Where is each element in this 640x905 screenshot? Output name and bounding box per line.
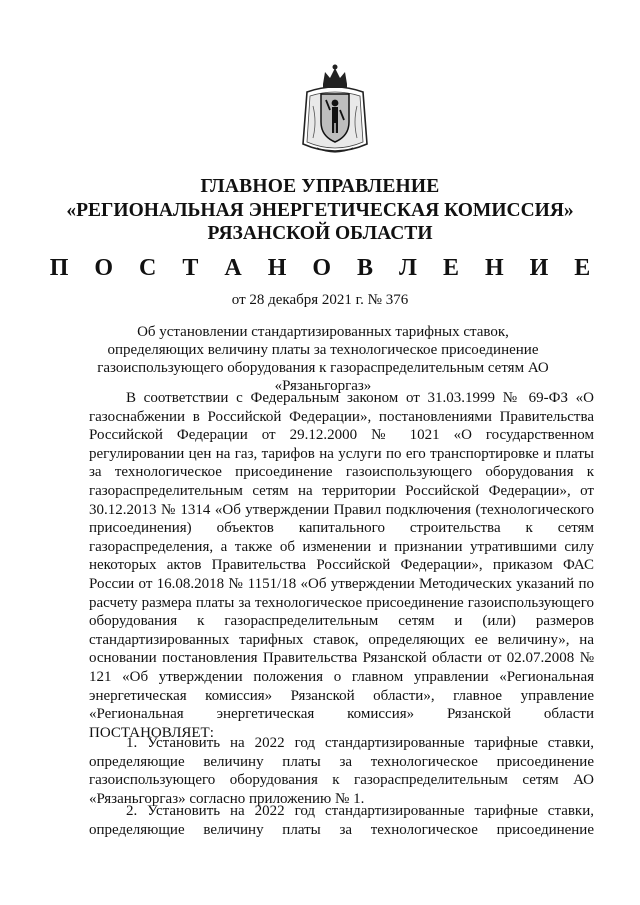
header-line-2: «РЕГИОНАЛЬНАЯ ЭНЕРГЕТИЧЕСКАЯ КОМИССИЯ» — [66, 200, 574, 221]
document-date-number: от 28 декабря 2021 г. № 376 — [231, 292, 409, 308]
header-line-3: РЯЗАНСКОЙ ОБЛАСТИ — [207, 223, 433, 244]
preamble-paragraph: В соответствии с Федеральным законом от 31.03.1999 № 69-ФЗ «О газоснабжении в Российской Федерации», постановлениями Правительства Российской Федерации от 29.12.2000 № 1021 «О государственном регулировании цен на газ, тарифов на услуги по его транспортировке и платы за технологическое присоединение газоиспользующего оборудования к газораспределительным сетям на территории Российской Федерации», от 30.12.2013 № 1314 «Об утверждении Правил подключения (технологического присоединения) объектов капитального строительства к сетям газораспределения, а также об изменении и признании утратившими силу некоторых актов Правительства Российской Федерации», приказом ФАС России от 16.08.2018 № 1151/18 «Об утверждении Методических указаний по расчету размера платы за технологическое присоединение газоиспользующего оборудования к газораспределительным сетям и (или) размеров стандартизированных тарифных ставок, определяющих ее величину», на основании постановления Правительства Рязанской области от 02.07.2008 № 121 «Об утверждении положения о главном управлении «Региональная энергетическая комиссия» Рязанской области», главное управление «Региональная энергетическая комиссия» Рязанской области ПОСТАНОВЛЯЕТ: — [89, 390, 594, 741]
item-2-paragraph: 2. Установить на 2022 год стандартизированные тарифные ставки, определяющие величину платы за технологическое присоединение — [89, 803, 594, 838]
document-type-title: П О С Т А Н О В Л Е Н И Е — [49, 255, 601, 281]
header-line-1: ГЛАВНОЕ УПРАВЛЕНИЕ — [200, 176, 440, 197]
document-subject: Об установлении стандартизированных тарифных ставок, определяющих величину платы за технологическое присоединение газоиспользующего оборудования к газораспределительным сетям АО «Рязаньгоргаз» — [97, 324, 549, 394]
item-1-paragraph: 1. Установить на 2022 год стандартизированные тарифные ставки, определяющие величину платы за технологическое присоединение газоиспользующего оборудования к газораспределительным сетям АО «Рязаньгоргаз» согласно приложению № 1. — [89, 735, 594, 807]
coat-of-arms-icon — [297, 62, 373, 162]
